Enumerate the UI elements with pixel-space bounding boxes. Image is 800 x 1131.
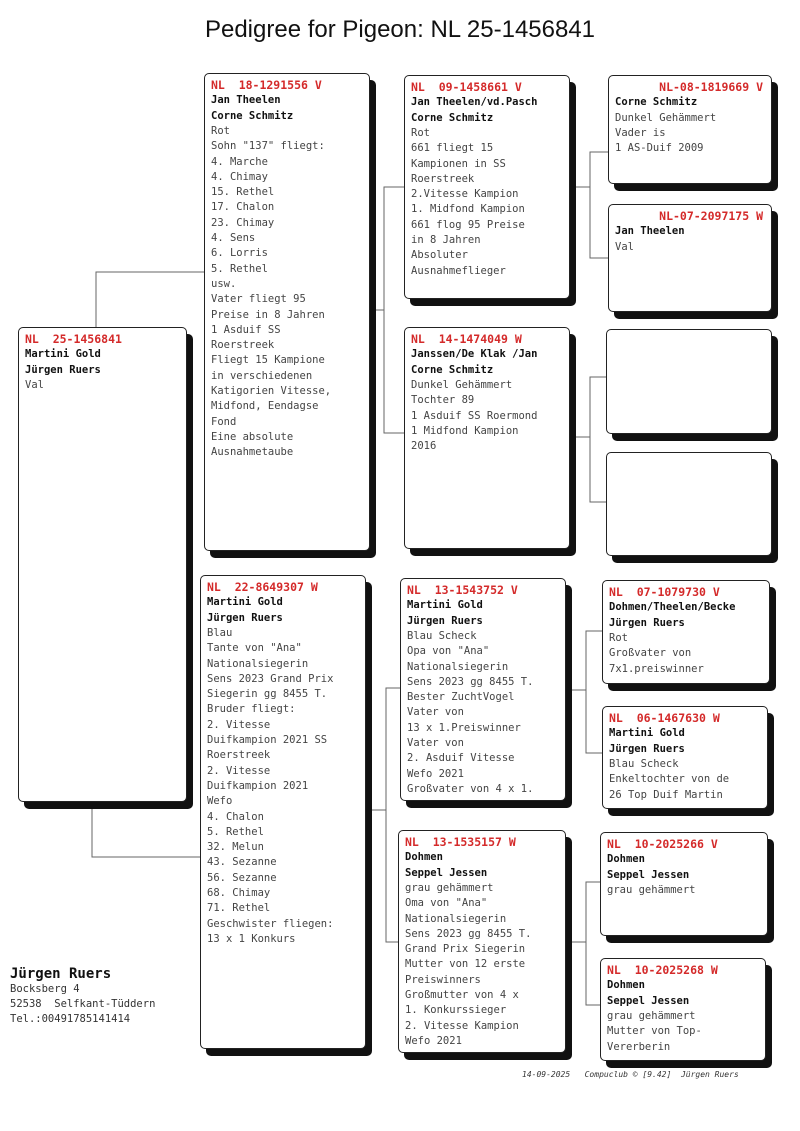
info-line: 1. Midfond Kampion [411, 203, 525, 216]
info-line: Rot [211, 125, 230, 137]
ring-number: NL 10-2025268 W [607, 963, 718, 977]
info-line: usw. [211, 277, 237, 290]
owner-street: Bocksberg 4 [10, 983, 80, 995]
owner-name-line: Seppel Jessen [607, 994, 690, 1007]
owner-name-line: Jürgen Ruers [207, 611, 283, 624]
info-line: Wefo 2021 [405, 1034, 462, 1047]
info-line: Enkeltochter von de [609, 773, 730, 786]
ring-number: NL 22-8649307 W [207, 580, 318, 594]
ring-number: NL 07-1079730 V [609, 585, 720, 599]
breeder-name: Dohmen/Theelen/Becke [609, 601, 736, 613]
info-line: 56. Sezanne [207, 871, 277, 884]
info-line: 5. Rethel [211, 262, 268, 275]
info-line: 661 fliegt 15 [411, 142, 494, 155]
pedigree-card-mfm[interactable] [602, 706, 768, 809]
info-line: 23. Chimay [211, 216, 275, 229]
pedigree-card-mff[interactable] [602, 580, 770, 684]
info-line: Opa von "Ana" [407, 645, 490, 658]
info-line: Val [25, 379, 44, 391]
breeder-name: Martini Gold [207, 596, 283, 608]
info-line: Midfond, Eendagse [211, 400, 319, 413]
info-line: grau gehämmert [607, 884, 696, 896]
info-line: Preise in 8 Jahren [211, 308, 325, 321]
info-line: Vater von [407, 706, 464, 719]
info-line: in verschiedenen [211, 369, 313, 382]
owner-name: Jürgen Ruers [10, 966, 112, 982]
info-line: Duifkampion 2021 [207, 779, 309, 792]
pedigree-card-father[interactable] [204, 73, 370, 551]
info-line: 1. Konkurssieger [405, 1004, 507, 1017]
info-line: grau gehämmert [607, 1010, 696, 1022]
pedigree-card-fmf[interactable] [606, 329, 772, 434]
info-line: 4. Chalon [207, 810, 264, 823]
info-line: Sens 2023 gg 8455 T. [407, 675, 534, 688]
breeder-name: Martini Gold [609, 727, 685, 739]
pedigree-card-mother[interactable] [200, 575, 366, 1049]
info-line: 2. Vitesse [207, 764, 271, 777]
info-line: Mutter von Top- [607, 1025, 702, 1038]
breeder-name: Jan Theelen/vd.Pasch [411, 96, 538, 108]
info-line: Vererberin [607, 1040, 671, 1053]
info-line: Eine absolute [211, 430, 294, 443]
info-line: Wefo 2021 [407, 767, 464, 780]
breeder-name: Jan Theelen [211, 94, 281, 106]
owner-block [10, 966, 155, 1027]
owner-name-line: Jürgen Ruers [407, 614, 483, 627]
info-line: Ausnahmetaube [211, 446, 294, 459]
owner-name-line: Seppel Jessen [607, 868, 690, 881]
info-line: Ausnahmeflieger [411, 264, 506, 277]
ring-number: NL 13-1543752 V [407, 583, 518, 597]
pedigree-card-ff[interactable] [404, 75, 570, 299]
info-line: Blau Scheck [407, 630, 477, 642]
footer-credit: 14-09-2025 Compuclub © [9.42] Jürgen Ruers [522, 1070, 739, 1079]
pedigree-card-root[interactable] [18, 327, 187, 802]
info-line: 5. Rethel [207, 825, 264, 838]
info-line: 1 Midfond Kampion [411, 424, 519, 437]
owner-phone: Tel.:00491785141414 [10, 1013, 131, 1025]
info-line: Dunkel Gehämmert [615, 111, 717, 124]
info-line: 661 flog 95 Preise [411, 218, 525, 231]
info-line: 17. Chalon [211, 201, 275, 214]
breeder-name: Dohmen [405, 851, 443, 863]
breeder-name: Jan Theelen [615, 225, 685, 237]
breeder-name: Martini Gold [25, 348, 101, 360]
info-line: 1 AS-Duif 2009 [615, 142, 704, 155]
page-title: Pedigree for Pigeon: NL 25-1456841 [204, 16, 596, 43]
info-line: 13 x 1 Konkurs [207, 932, 296, 945]
ring-number: NL 13-1535157 W [405, 835, 516, 849]
info-line: 2.Vitesse Kampion [411, 188, 519, 201]
owner-name-line: Corne Schmitz [411, 363, 494, 376]
ring-number: NL 14-1474049 W [411, 332, 522, 346]
info-line: 32. Melun [207, 841, 264, 854]
info-line: Mutter von 12 erste [405, 958, 526, 971]
info-line: Nationalsiegerin [407, 660, 509, 673]
ring-number: NL 18-1291556 V [211, 78, 322, 92]
info-line: 1 Asduif SS [211, 323, 281, 336]
info-line: 7x1.preiswinner [609, 662, 704, 675]
info-line: Absoluter [411, 249, 468, 262]
info-line: 26 Top Duif Martin [609, 788, 723, 801]
pedigree-card-mmf[interactable] [600, 832, 768, 936]
info-line: Fond [211, 415, 237, 428]
info-line: Nationalsiegerin [405, 912, 507, 925]
info-line: 2. Vitesse [207, 718, 271, 731]
info-line: 4. Marche [211, 155, 268, 168]
info-line: 71. Rethel [207, 902, 271, 915]
info-line: Duifkampion 2021 SS [207, 734, 328, 747]
pedigree-card-mmm[interactable] [600, 958, 766, 1061]
pedigree-card-fff[interactable] [608, 75, 772, 184]
owner-name-line: Corne Schmitz [211, 109, 294, 122]
info-line: Tante von "Ana" [207, 642, 302, 655]
owner-name-line: Jürgen Ruers [609, 616, 685, 629]
info-line: Grand Prix Siegerin [405, 943, 526, 956]
info-line: Blau [207, 627, 233, 639]
info-line: 15. Rethel [211, 186, 275, 199]
info-line: Bruder fliegt: [207, 703, 296, 716]
info-line: Kampionen in SS [411, 157, 506, 170]
pedigree-card-fm[interactable] [404, 327, 570, 549]
info-line: 2. Asduif Vitesse [407, 752, 515, 765]
owner-name-line: Seppel Jessen [405, 866, 488, 879]
ring-number: NL-08-1819669 V [659, 80, 763, 94]
info-line: Geschwister fliegen: [207, 917, 334, 930]
ring-number: NL 10-2025266 V [607, 837, 718, 851]
pedigree-card-mf[interactable] [400, 578, 566, 801]
info-line: Nationalsiegerin [207, 657, 309, 670]
breeder-name: Dohmen [607, 853, 645, 865]
info-line: Fliegt 15 Kampione [211, 354, 325, 367]
info-line: Rot [411, 127, 430, 139]
info-line: 13 x 1.Preiswinner [407, 721, 521, 734]
breeder-name: Corne Schmitz [615, 96, 698, 108]
ring-number: NL 09-1458661 V [411, 80, 522, 94]
info-line: 4. Chimay [211, 170, 268, 183]
breeder-name: Dohmen [607, 979, 645, 991]
info-line: Siegerin gg 8455 T. [207, 688, 328, 701]
info-line: Sohn "137" fliegt: [211, 140, 325, 153]
info-line: Großvater von 4 x 1. [407, 782, 534, 795]
info-line: Vader is [615, 126, 666, 139]
ring-number: NL-07-2097175 W [659, 209, 763, 223]
info-line: Sens 2023 gg 8455 T. [405, 927, 532, 940]
info-line: 1 Asduif SS Roermond [411, 409, 538, 422]
info-line: 43. Sezanne [207, 856, 277, 869]
ring-number: NL 25-1456841 [25, 332, 122, 346]
owner-name-line: Jürgen Ruers [25, 363, 101, 376]
owner-city: 52538 Selfkant-Tüddern [10, 998, 156, 1010]
breeder-name: Martini Gold [407, 599, 483, 611]
info-line: Blau Scheck [609, 758, 679, 770]
info-line: Wefo [207, 795, 233, 808]
info-line: 6. Lorris [211, 247, 268, 260]
info-line: Großvater von [609, 647, 692, 660]
info-line: Großmutter von 4 x [405, 989, 519, 1002]
info-line: Val [615, 240, 634, 253]
info-line: 68. Chimay [207, 887, 271, 900]
info-line: Katigorien Vitesse, [211, 385, 332, 398]
info-line: 2. Vitesse Kampion [405, 1019, 519, 1032]
pedigree-card-fmm[interactable] [606, 452, 772, 556]
ring-number: NL 06-1467630 W [609, 711, 720, 725]
info-line: Roerstreek [207, 749, 271, 762]
info-line: 4. Sens [211, 232, 256, 245]
breeder-name: Janssen/De Klak /Jan [411, 348, 538, 360]
info-line: Dunkel Gehämmert [411, 379, 513, 391]
info-line: Preiswinners [405, 973, 481, 986]
owner-name-line: Corne Schmitz [411, 111, 494, 124]
info-line: Oma von "Ana" [405, 897, 488, 910]
info-line: Tochter 89 [411, 394, 475, 407]
info-line: in 8 Jahren [411, 234, 481, 247]
pedigree-card-mm[interactable] [398, 830, 566, 1053]
info-line: 2016 [411, 440, 437, 453]
info-line: Vater fliegt 95 [211, 293, 306, 306]
owner-name-line: Jürgen Ruers [609, 742, 685, 755]
info-line: Vater von [407, 737, 464, 750]
info-line: grau gehämmert [405, 882, 494, 894]
pedigree-card-ffm[interactable] [608, 204, 772, 312]
info-line: Roerstreek [411, 172, 475, 185]
info-line: Roerstreek [211, 339, 275, 352]
info-line: Bester ZuchtVogel [407, 691, 515, 704]
info-line: Rot [609, 632, 628, 644]
info-line: Sens 2023 Grand Prix [207, 672, 334, 685]
